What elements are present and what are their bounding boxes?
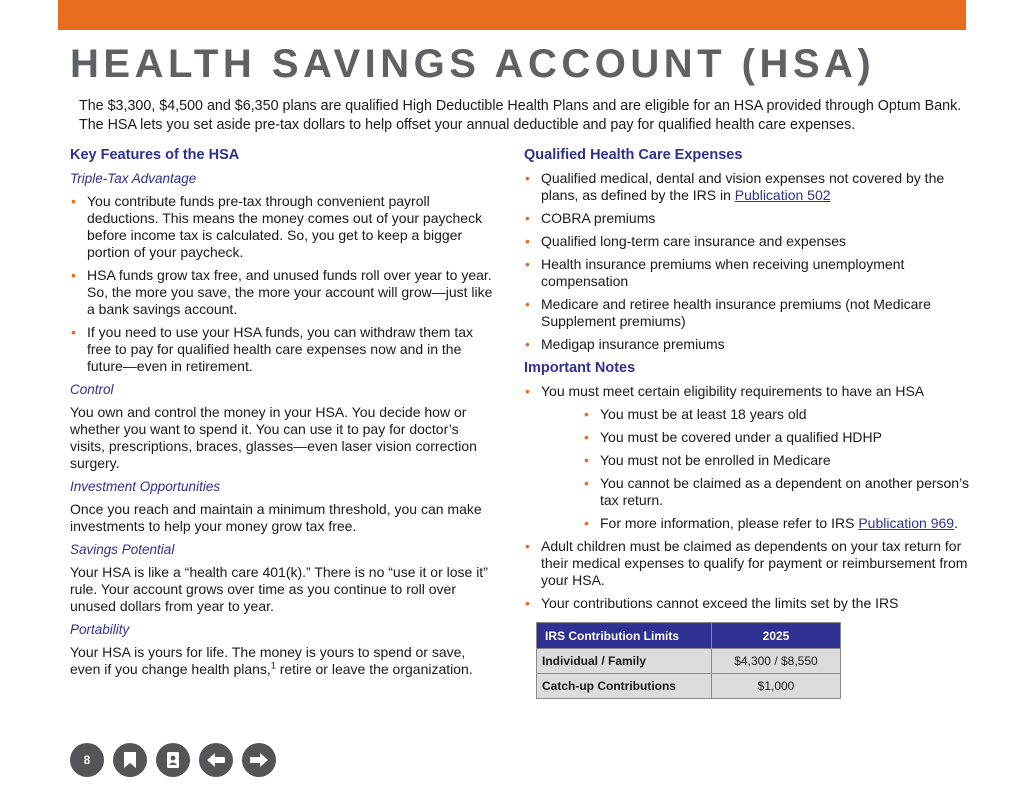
portability-text-end: retire or leave the organization.: [275, 661, 473, 677]
list-item: [583, 515, 974, 532]
contribution-limits-table: [536, 622, 841, 699]
table-cell: Individual / Family: [537, 649, 712, 674]
left-column: [70, 146, 495, 684]
list-item: • HSA funds grow tax free, and unused funds roll over year to year. So, the more you save, the more your account will grow—just like a bank savings account.: [70, 267, 495, 318]
contacts-icon: [165, 751, 181, 769]
qualified-expenses-heading: Qualified Health Care Expenses: [524, 147, 743, 163]
notes-list-continued: [524, 538, 974, 612]
triple-tax-subhead: Triple-Tax Advantage: [70, 171, 197, 186]
table-cell: $4,300 / $8,550: [712, 649, 841, 674]
list-item-end: .: [954, 515, 958, 531]
notes-list: [524, 383, 974, 400]
list-item: • You must meet certain eligibility requirements to have an HSA: [524, 383, 974, 400]
list-item: • You contribute funds pre-tax through convenient payroll deductions. This means the money comes out of your paycheck before income tax is calculated. So, you get to keep a bigger portion of your paycheck.: [70, 193, 495, 261]
qualified-expenses-list: [524, 170, 974, 353]
table-header-row: [537, 623, 841, 649]
investment-subhead: Investment Opportunities: [70, 479, 221, 494]
list-item: • If you need to use your HSA funds, you can withdraw them tax free to pay for qualified health care expenses now and in the future—even in retirement.: [70, 324, 495, 375]
intro-paragraph: The $3,300, $4,500 and $6,350 plans are qualified High Deductible Health Plans and are eligible for an HSA provided through Optum Bank. The HSA lets you set aside pre-tax dollars to help offset your annual deductible and pay for qualified health care expenses.: [79, 98, 962, 133]
list-item: • Adult children must be claimed as dependents on your tax return for their medical expenses to qualify for payment or reimbursement from your HSA.: [524, 538, 974, 589]
eligibility-sub-list: [524, 406, 974, 532]
control-text: You own and control the money in your HSA. You decide how or whether you want to spend it. You can use it to pay for doctor’s visits, prescriptions, braces, glasses—even laser vision correction surgery.: [70, 404, 477, 471]
list-item: • You must not be enrolled in Medicare: [583, 452, 974, 469]
table-row: [537, 649, 841, 674]
publication-502-link[interactable]: Publication 502: [734, 187, 831, 203]
savings-subhead: Savings Potential: [70, 542, 175, 557]
list-item: [524, 170, 974, 204]
portability-subhead: Portability: [70, 622, 130, 637]
table-header-cell: 2025: [712, 623, 841, 649]
top-accent-bar: [58, 0, 966, 30]
control-subhead: Control: [70, 382, 114, 397]
table-cell: $1,000: [712, 674, 841, 699]
triple-tax-list: [70, 193, 495, 375]
list-item: • Health insurance premiums when receiving unemployment compensation: [524, 256, 974, 290]
publication-969-link[interactable]: Publication 969: [858, 515, 955, 531]
list-item: • Your contributions cannot exceed the limits set by the IRS: [524, 595, 974, 612]
savings-text: Your HSA is like a “health care 401(k).” There is no “use it or lose it” rule. Your account grows over time as you continue to roll over unused dollars from year to year.: [70, 564, 488, 614]
bookmark-icon: [123, 751, 137, 769]
bookmark-button[interactable]: [113, 743, 147, 777]
previous-page-button[interactable]: [199, 743, 233, 777]
page-title: HEALTH SAVINGS ACCOUNT (HSA): [70, 42, 876, 86]
portability-text: [70, 644, 495, 678]
page-navigation: [70, 743, 276, 777]
table-row: [537, 674, 841, 699]
list-item: • Qualified long-term care insurance and expenses: [524, 233, 974, 250]
list-item: • You cannot be claimed as a dependent on another person’s tax return.: [583, 475, 974, 509]
list-item: • COBRA premiums: [524, 210, 974, 227]
key-features-heading: Key Features of the HSA: [70, 147, 240, 163]
investment-text: Once you reach and maintain a minimum threshold, you can make investments to help your money grow tax free.: [70, 501, 482, 534]
table-cell: Catch-up Contributions: [537, 674, 712, 699]
list-item: • You must be at least 18 years old: [583, 406, 974, 423]
next-page-button[interactable]: [242, 743, 276, 777]
arrow-right-icon: [249, 752, 269, 768]
list-item-text: For more information, please refer to IRS: [600, 515, 859, 531]
contacts-button[interactable]: [156, 743, 190, 777]
portability-text-start: Your HSA is yours for life. The money is yours to spend or save, even if you change health plans,: [70, 644, 466, 677]
list-item: • Medicare and retiree health insurance premiums (not Medicare Supplement premiums): [524, 296, 974, 330]
table-header-cell: IRS Contribution Limits: [537, 623, 712, 649]
arrow-left-icon: [206, 752, 226, 768]
list-item: • You must be covered under a qualified HDHP: [583, 429, 974, 446]
important-notes-heading: Important Notes: [524, 360, 636, 376]
footnote-marker: 1: [270, 660, 276, 671]
list-item-text: Qualified medical, dental and vision expenses not covered by the plans, as defined by the IRS in: [541, 170, 945, 203]
list-item: • Medigap insurance premiums: [524, 336, 974, 353]
right-column: [524, 146, 974, 618]
page-number-button[interactable]: 8: [70, 743, 104, 777]
